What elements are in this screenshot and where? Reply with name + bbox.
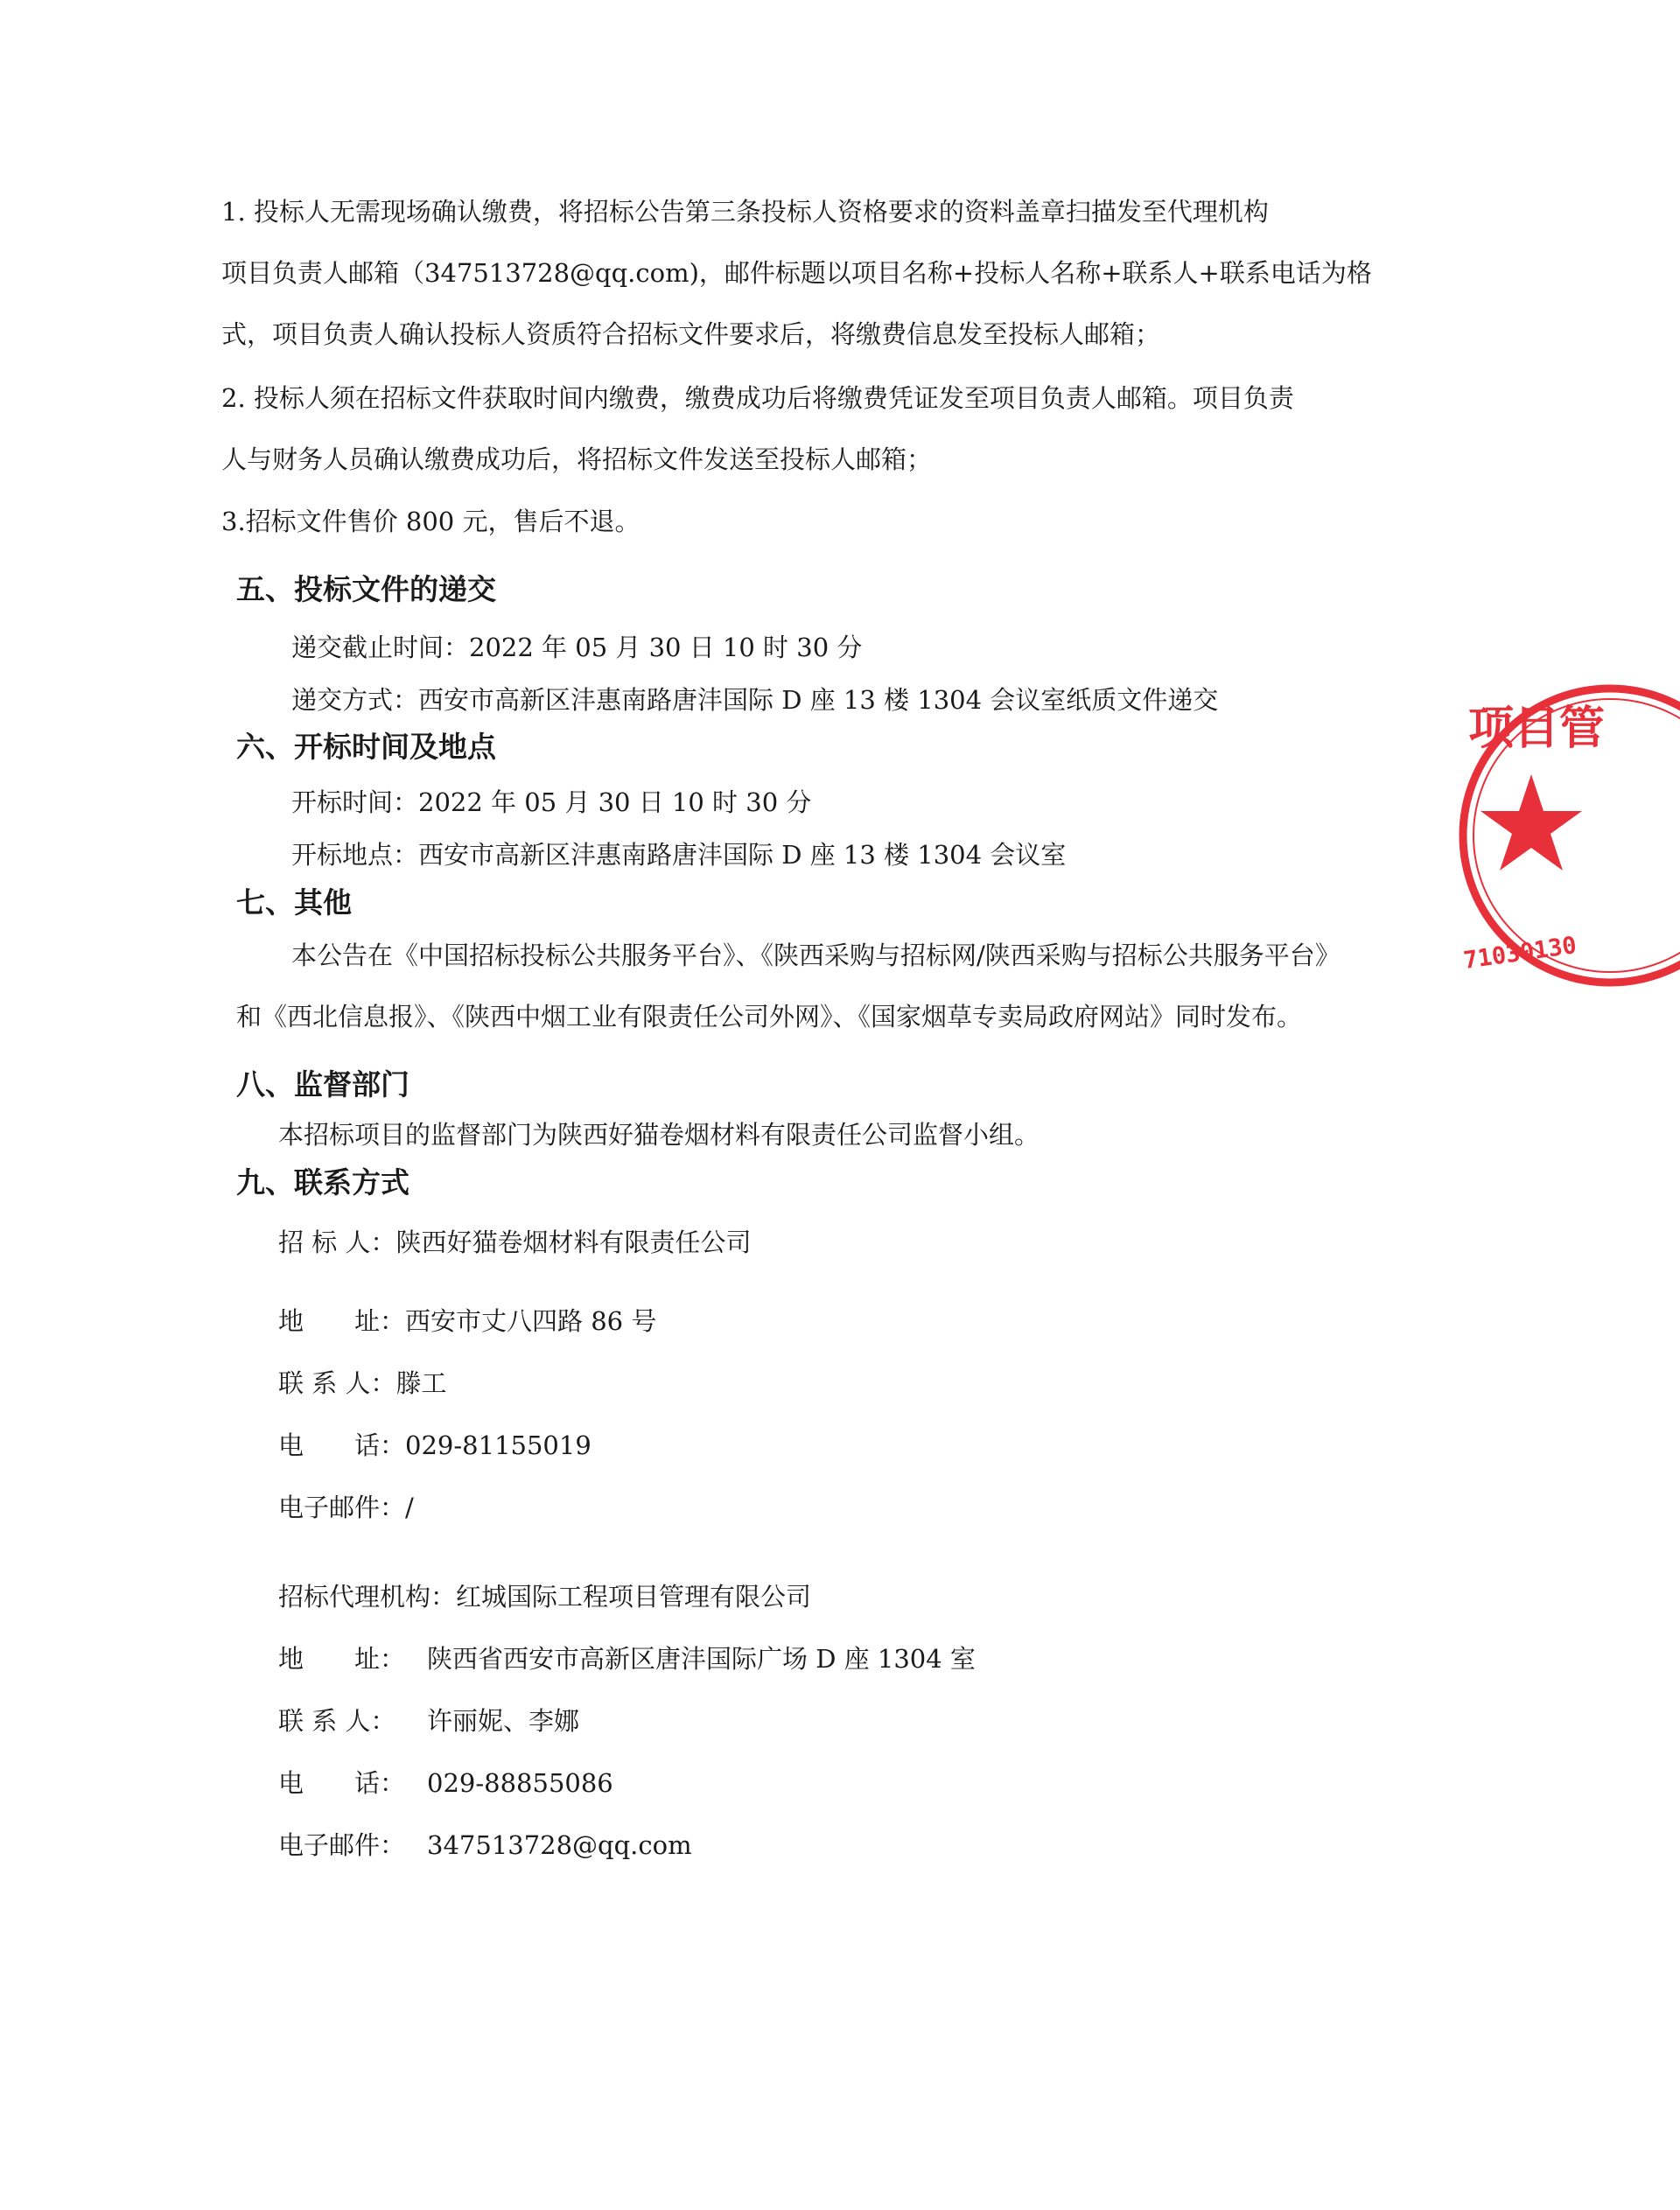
section8-heading: 八、监督部门	[236, 1067, 410, 1102]
tenderer-contact-row	[278, 1366, 446, 1401]
agency-email: 347513728@qq.com	[427, 1830, 692, 1860]
seal-star-icon	[1480, 774, 1582, 871]
tenderer-contact: 滕工	[396, 1368, 447, 1398]
section8-text: 本招标项目的监督部门为陕西好猫卷烟材料有限责任公司监督小组。	[278, 1120, 1040, 1150]
company-seal	[1452, 674, 1680, 997]
tenderer-name: 陕西好猫卷烟材料有限责任公司	[396, 1227, 752, 1257]
section6-place: 开标地点：西安市高新区沣惠南路唐沣国际 D 座 13 楼 1304 会议室	[291, 840, 1067, 870]
agency-contact-label: 联 系 人：	[278, 1706, 396, 1736]
agency-phone: 029-88855086	[427, 1768, 613, 1798]
tenderer-name-row	[278, 1225, 751, 1260]
agency-contact-row	[278, 1703, 579, 1738]
tenderer-phone: 029-81155019	[405, 1430, 592, 1460]
intro-p1-line1: 1. 投标人无需现场确认缴费，将招标公告第三条投标人资格要求的资料盖章扫描发至代理机构	[221, 197, 1269, 227]
seal-top-text: 项目管	[1468, 703, 1606, 755]
section6-time: 开标时间：2022 年 05 月 30 日 10 时 30 分	[291, 787, 812, 817]
tenderer-address-label: 地 址：	[278, 1306, 406, 1336]
tenderer-name-label: 招 标 人：	[278, 1227, 396, 1257]
intro-p2-line2: 人与财务人员确认缴费成功后，将招标文件发送至投标人邮箱；	[221, 444, 933, 474]
tenderer-email-label: 电子邮件：	[278, 1493, 406, 1522]
intro-p1-line3: 式，项目负责人确认投标人资质符合招标文件要求后，将缴费信息发至投标人邮箱；	[221, 319, 1161, 349]
agency-address-row	[278, 1641, 976, 1676]
section7-heading: 七、其他	[236, 885, 352, 920]
section5-heading: 五、投标文件的递交	[236, 572, 496, 606]
tenderer-contact-label: 联 系 人：	[278, 1368, 396, 1398]
agency-name-row	[278, 1579, 811, 1614]
agency-email-row	[278, 1828, 692, 1863]
agency-address: 陕西省西安市高新区唐沣国际广场 D 座 1304 室	[427, 1644, 976, 1674]
section9-heading: 九、联系方式	[236, 1165, 410, 1199]
agency-name-label: 招标代理机构：	[278, 1582, 457, 1612]
intro-p3: 3.招标文件售价 800 元，售后不退。	[221, 507, 640, 536]
agency-contact: 许丽妮、李娜	[427, 1706, 580, 1736]
tenderer-phone-row	[278, 1428, 592, 1463]
agency-name: 红城国际工程项目管理有限公司	[456, 1582, 812, 1612]
agency-phone-label: 电 话：	[278, 1768, 406, 1798]
section7-line2: 和《西北信息报》、《陕西中烟工业有限责任公司外网》、《国家烟草专卖局政府网站》同时发布。	[236, 1002, 1303, 1032]
tenderer-email-row	[278, 1490, 414, 1525]
seal-bottom-text: 71030130	[1461, 932, 1578, 975]
tenderer-address-row	[278, 1304, 656, 1339]
intro-p2-line1: 2. 投标人须在招标文件获取时间内缴费，缴费成功后将缴费凭证发至项目负责人邮箱。项目负责	[221, 383, 1294, 413]
section5-method: 递交方式：西安市高新区沣惠南路唐沣国际 D 座 13 楼 1304 会议室纸质文件递交	[291, 685, 1219, 715]
section6-heading: 六、开标时间及地点	[236, 730, 496, 764]
tenderer-phone-label: 电 话：	[278, 1430, 406, 1460]
tenderer-address: 西安市丈八四路 86 号	[405, 1306, 657, 1336]
agency-phone-row	[278, 1766, 613, 1801]
section5-deadline: 递交截止时间：2022 年 05 月 30 日 10 时 30 分	[291, 633, 863, 662]
section7-line1: 本公告在《中国招标投标公共服务平台》、《陕西采购与招标网/陕西采购与招标公共服务平台》	[291, 941, 1340, 970]
agency-email-label: 电子邮件：	[278, 1830, 406, 1860]
intro-p1-line2: 项目负责人邮箱（347513728@qq.com)，邮件标题以项目名称+投标人名称+联系人+联系电话为格	[221, 258, 1372, 288]
tenderer-email: /	[405, 1493, 414, 1522]
agency-address-label: 地 址：	[278, 1644, 406, 1674]
